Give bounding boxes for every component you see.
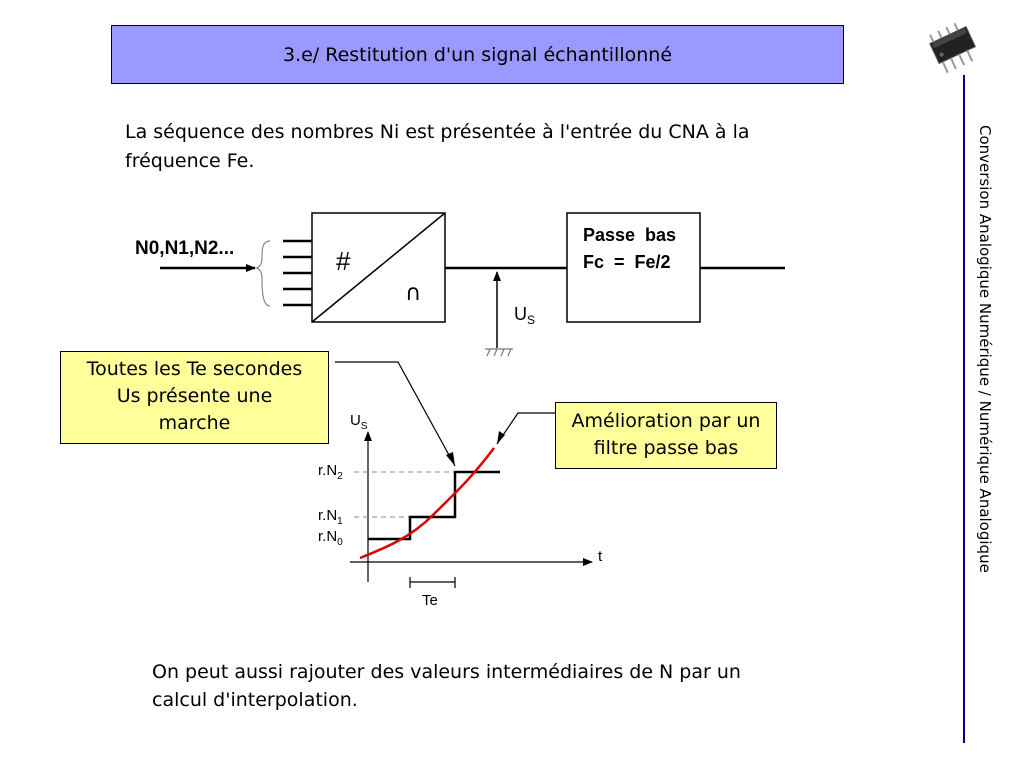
parallel-input-lines xyxy=(283,241,312,305)
steps-callout xyxy=(60,351,329,444)
filter-callout-pointer xyxy=(497,413,555,444)
ground-symbol xyxy=(485,349,513,356)
steps-callout-line: Us présente une xyxy=(116,385,273,407)
steps-callout-line: Toutes les Te secondes xyxy=(86,358,303,380)
outro-text: On peut aussi rajouter des valeurs intermédiaires de N par un calcul d'interpolation. xyxy=(152,661,741,711)
staircase-signal xyxy=(368,472,500,539)
intro-text: La séquence des nombres Ni est présentée à l'entrée du CNA à la fréquence Fe. xyxy=(125,121,750,172)
filter-callout-line: filtre passe bas xyxy=(593,437,739,459)
input-brace xyxy=(256,241,270,306)
steps-callout-line: marche xyxy=(158,412,231,434)
input-sequence-label: N0,N1,N2... xyxy=(135,238,235,259)
period-marker xyxy=(410,577,455,588)
us-label: $U_S$ xyxy=(514,304,536,327)
graph-y-axis-label: $U_S$ xyxy=(350,412,368,432)
filter-label-line1: Passe bas xyxy=(583,225,677,245)
level-label-n1: $r.N_1$ xyxy=(318,507,343,527)
level-label-n0: $r.N_0$ xyxy=(318,528,343,548)
filter-callout-line: Amélioration par un xyxy=(571,410,761,432)
steps-callout-arrowhead xyxy=(446,452,455,466)
filtered-signal-curve xyxy=(360,448,494,558)
filter-callout xyxy=(555,402,777,469)
graph-x-axis-label: t xyxy=(598,548,603,565)
dac-digital-symbol: # xyxy=(336,246,351,276)
level-guides xyxy=(354,472,455,517)
level-label-n2: $r.N_2$ xyxy=(318,462,343,482)
slide-title-text: 3.e/ Restitution d'un signal échantillonné xyxy=(282,43,673,66)
period-label: Te xyxy=(422,592,438,609)
filter-label-line2: Fc = Fe/2 xyxy=(583,252,671,272)
dac-analog-symbol: ∩ xyxy=(405,281,422,306)
sidebar-title-text: Conversion Analogique Numérique / Numérique Analogique xyxy=(976,125,994,573)
